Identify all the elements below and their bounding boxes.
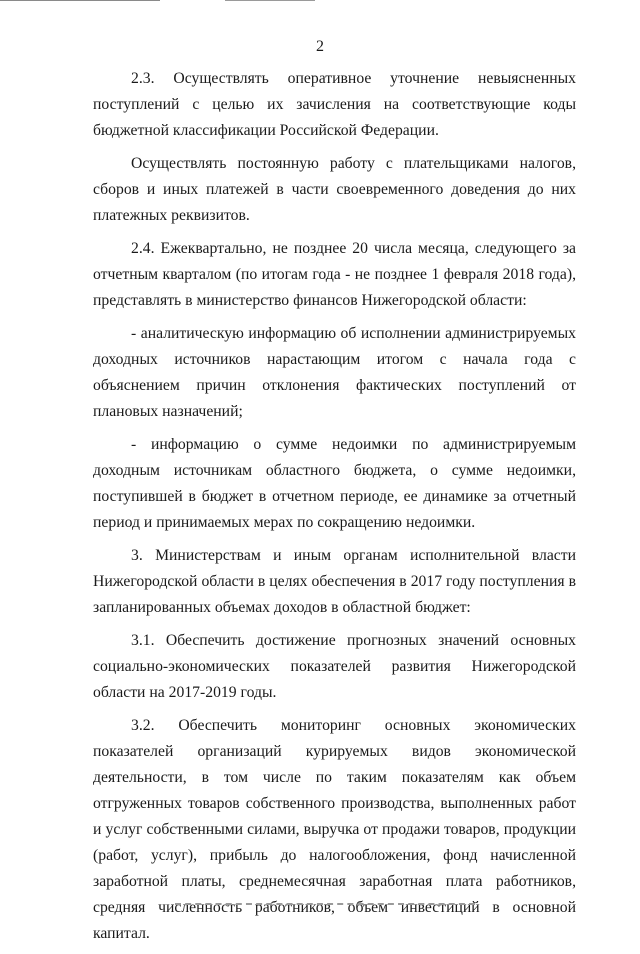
paragraph-payers-work: Осуществлять постоянную работу с плательщиками налогов, сборов и иных платежей в части своевременного доведения до них платежных реквизитов.: [93, 155, 576, 224]
page-number: 2: [316, 38, 324, 55]
scan-edge-mark: [225, 0, 315, 4]
paragraph-3-1: 3.1. Обеспечить достижение прогнозных значений основных социально-экономических показателей развития Нижегородской области на 2017-2019 годы.: [93, 632, 576, 701]
scan-edge-mark: [175, 900, 475, 905]
paragraph-2-4: 2.4. Ежеквартально, не позднее 20 числа месяца, следующего за отчетным кварталом (по итогам года - не позднее 1 февраля 2018 года), представлять в министерство финансов Нижегородской области:: [93, 240, 576, 309]
paragraph-3-2: 3.2. Обеспечить мониторинг основных экономических показателей организаций курируемых видов экономической деятельности, в том числе по таким показателям как объем отгруженных товаров собственного производства, выполненных работ и услуг собственными силами, выручка от продажи товаров, продукции (работ, услуг), прибыль до налогообложения, фонд начисленной заработной платы, среднемесячная заработная плата работников, средняя численность работников, объем инвестиций в основной капитал.: [93, 717, 576, 942]
scan-edge-mark: [0, 0, 160, 5]
paragraph-3: 3. Министерствам и иным органам исполнительной власти Нижегородской области в целях обеспечения в 2017 году поступления в запланированных объемах доходов в областной бюджет:: [93, 547, 576, 616]
list-item-analytical-info: - аналитическую информацию об исполнении администрируемых доходных источников нарастающим итогом с начала года с объяснением причин отклонения фактических поступлений от плановых назначений;: [93, 325, 576, 420]
paragraph-2-3: 2.3. Осуществлять оперативное уточнение невыясненных поступлений с целью их зачисления на соответствующие коды бюджетной классификации Российской Федерации.: [93, 70, 576, 139]
document-body: [93, 66, 576, 954]
list-item-arrears-info: - информацию о сумме недоимки по администрируемым доходным источникам областного бюджета, о сумме недоимки, поступившей в бюджет в отчетном периоде, ее динамике за отчетный период и принимаемых мерах по сокращению недоимки.: [93, 436, 576, 531]
